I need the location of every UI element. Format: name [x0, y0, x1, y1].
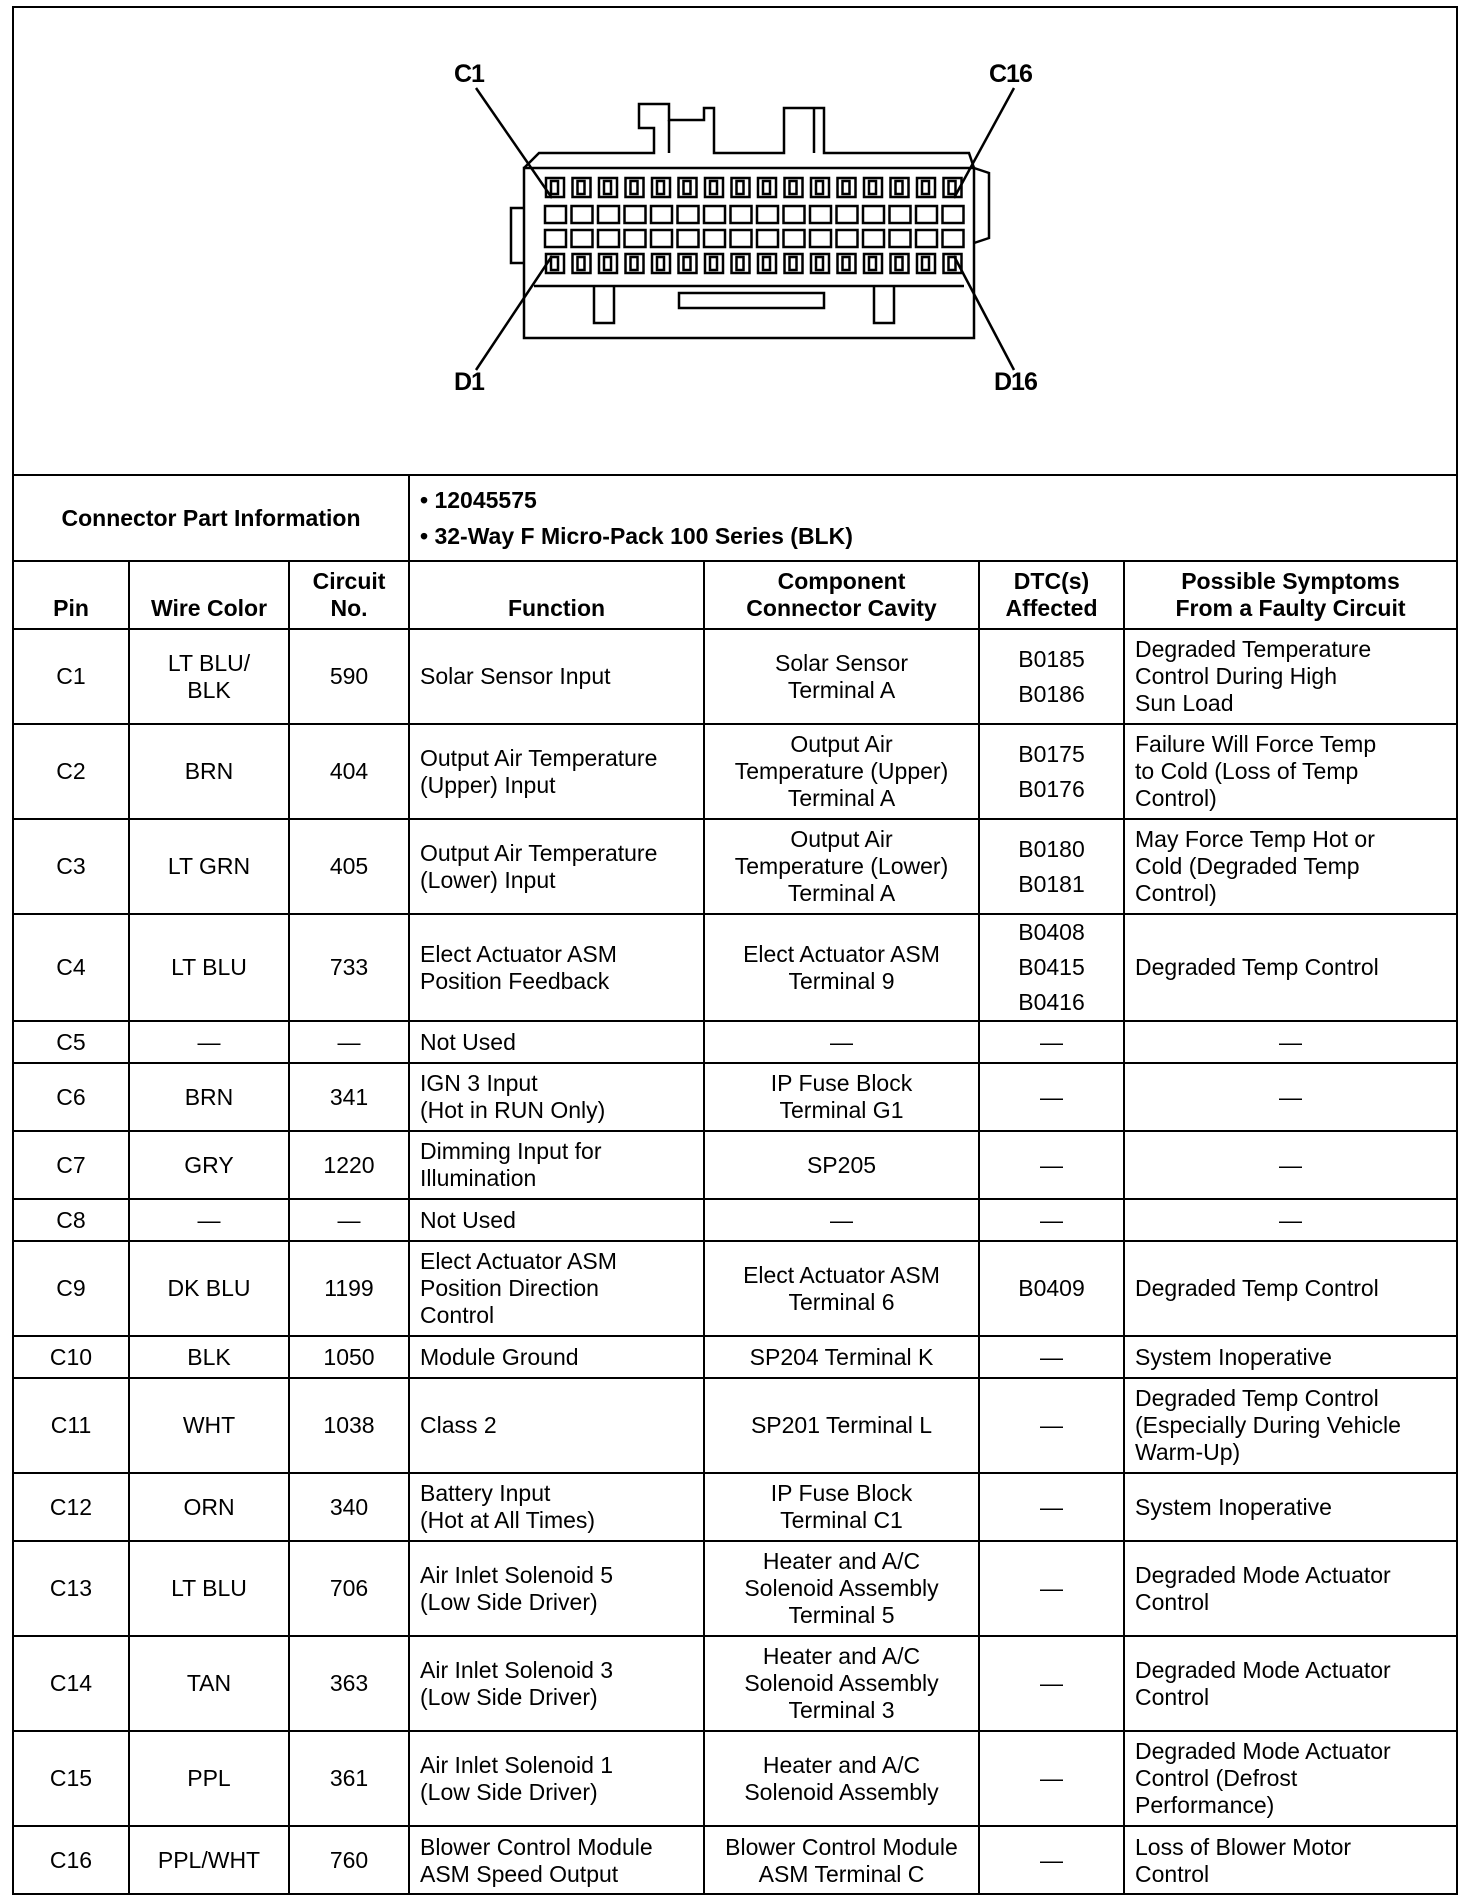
header-wire-color: Wire Color — [129, 561, 289, 629]
cell-component-cavity: Heater and A/C Solenoid Assembly — [704, 1731, 979, 1826]
cell-circuit-no: 706 — [289, 1541, 409, 1636]
cell-pin: C6 — [14, 1063, 129, 1131]
cell-circuit-no: 1199 — [289, 1241, 409, 1336]
cell-symptoms: System Inoperative — [1124, 1336, 1456, 1378]
header-function: Function — [409, 561, 704, 629]
table-row — [14, 1826, 1456, 1894]
callout-d1: D1 — [454, 368, 484, 396]
cell-pin: C12 — [14, 1473, 129, 1541]
cell-wire-color: LT BLU — [129, 914, 289, 1021]
cell-symptoms: — — [1124, 1199, 1456, 1241]
cell-dtcs: B0180 B0181 — [979, 819, 1124, 914]
cell-symptoms: Degraded Temp Control — [1124, 1241, 1456, 1336]
table-row — [14, 1731, 1456, 1826]
cell-wire-color: TAN — [129, 1636, 289, 1731]
cell-component-cavity: IP Fuse Block Terminal C1 — [704, 1473, 979, 1541]
cell-component-cavity: — — [704, 1021, 979, 1063]
table-row — [14, 1021, 1456, 1063]
cell-circuit-no: 1050 — [289, 1336, 409, 1378]
cell-wire-color: PPL/WHT — [129, 1826, 289, 1894]
table-row — [14, 1378, 1456, 1473]
cell-dtcs: B0175 B0176 — [979, 724, 1124, 819]
cell-pin: C14 — [14, 1636, 129, 1731]
cell-symptoms: System Inoperative — [1124, 1473, 1456, 1541]
cell-function: Not Used — [409, 1199, 704, 1241]
pinout-table — [14, 474, 1456, 1894]
cell-dtcs: — — [979, 1731, 1124, 1826]
part-description: • 32-Way F Micro-Pack 100 Series (BLK) — [420, 518, 1446, 554]
cell-function: Elect Actuator ASM Position Feedback — [409, 914, 704, 1021]
cell-function: Module Ground — [409, 1336, 704, 1378]
cell-function: Solar Sensor Input — [409, 629, 704, 724]
table-row — [14, 1636, 1456, 1731]
cell-component-cavity: Heater and A/C Solenoid Assembly Terminal 3 — [704, 1636, 979, 1731]
cell-function: Output Air Temperature (Lower) Input — [409, 819, 704, 914]
cell-component-cavity: Blower Control Module ASM Terminal C — [704, 1826, 979, 1894]
cell-symptoms: — — [1124, 1063, 1456, 1131]
cell-component-cavity: Elect Actuator ASM Terminal 6 — [704, 1241, 979, 1336]
header-symptoms: Possible Symptoms From a Faulty Circuit — [1124, 561, 1456, 629]
cell-circuit-no: 590 — [289, 629, 409, 724]
cell-circuit-no: 404 — [289, 724, 409, 819]
cell-function: Air Inlet Solenoid 1 (Low Side Driver) — [409, 1731, 704, 1826]
cell-component-cavity: IP Fuse Block Terminal G1 — [704, 1063, 979, 1131]
cell-symptoms: May Force Temp Hot or Cold (Degraded Temp Control) — [1124, 819, 1456, 914]
cell-dtcs: B0408 B0415 B0416 — [979, 914, 1124, 1021]
table-header-row — [14, 561, 1456, 629]
callout-d16: D16 — [994, 368, 1037, 396]
cell-component-cavity: Elect Actuator ASM Terminal 9 — [704, 914, 979, 1021]
cell-symptoms: Failure Will Force Temp to Cold (Loss of Temp Control) — [1124, 724, 1456, 819]
cell-wire-color: BLK — [129, 1336, 289, 1378]
table-row — [14, 1541, 1456, 1636]
cell-dtcs: — — [979, 1473, 1124, 1541]
cell-dtcs: — — [979, 1336, 1124, 1378]
cell-wire-color: LT BLU/ BLK — [129, 629, 289, 724]
cell-component-cavity: SP205 — [704, 1131, 979, 1199]
cell-wire-color: GRY — [129, 1131, 289, 1199]
cell-function: Blower Control Module ASM Speed Output — [409, 1826, 704, 1894]
cell-wire-color: DK BLU — [129, 1241, 289, 1336]
table-row — [14, 629, 1456, 724]
header-dtcs: DTC(s) Affected — [979, 561, 1124, 629]
header-circuit-no: Circuit No. — [289, 561, 409, 629]
header-component-cavity: Component Connector Cavity — [704, 561, 979, 629]
cell-component-cavity: SP201 Terminal L — [704, 1378, 979, 1473]
cell-wire-color: WHT — [129, 1378, 289, 1473]
table-row — [14, 1336, 1456, 1378]
cell-circuit-no: 341 — [289, 1063, 409, 1131]
cell-circuit-no: 361 — [289, 1731, 409, 1826]
cell-component-cavity: Heater and A/C Solenoid Assembly Terminal 5 — [704, 1541, 979, 1636]
table-row — [14, 819, 1456, 914]
cell-function: Battery Input (Hot at All Times) — [409, 1473, 704, 1541]
cell-circuit-no: 733 — [289, 914, 409, 1021]
cell-pin: C8 — [14, 1199, 129, 1241]
cell-component-cavity: SP204 Terminal K — [704, 1336, 979, 1378]
cell-circuit-no: 760 — [289, 1826, 409, 1894]
connector-face-drawing — [14, 8, 1456, 474]
cell-dtcs: B0185 B0186 — [979, 629, 1124, 724]
cell-pin: C2 — [14, 724, 129, 819]
cell-symptoms: Loss of Blower Motor Control — [1124, 1826, 1456, 1894]
table-row — [14, 1241, 1456, 1336]
cell-pin: C11 — [14, 1378, 129, 1473]
cell-function: IGN 3 Input (Hot in RUN Only) — [409, 1063, 704, 1131]
cell-wire-color: LT BLU — [129, 1541, 289, 1636]
connector-diagram — [14, 8, 1456, 476]
callout-c16: C16 — [989, 60, 1032, 88]
cell-symptoms: Degraded Temperature Control During High Sun Load — [1124, 629, 1456, 724]
cell-circuit-no: — — [289, 1021, 409, 1063]
cell-symptoms: Degraded Mode Actuator Control (Defrost Performance) — [1124, 1731, 1456, 1826]
cell-pin: C7 — [14, 1131, 129, 1199]
cell-circuit-no: 405 — [289, 819, 409, 914]
connector-part-info-row — [14, 475, 1456, 561]
callout-c1: C1 — [454, 60, 484, 88]
table-row — [14, 1473, 1456, 1541]
cell-symptoms: Degraded Mode Actuator Control — [1124, 1636, 1456, 1731]
cell-pin: C16 — [14, 1826, 129, 1894]
cell-wire-color: PPL — [129, 1731, 289, 1826]
cell-pin: C3 — [14, 819, 129, 914]
connector-part-info-items — [409, 475, 1456, 561]
cell-component-cavity: Solar Sensor Terminal A — [704, 629, 979, 724]
connector-part-info-label: Connector Part Information — [14, 475, 409, 561]
cell-pin: C9 — [14, 1241, 129, 1336]
cell-dtcs: — — [979, 1378, 1124, 1473]
cell-symptoms: — — [1124, 1021, 1456, 1063]
cell-component-cavity: Output Air Temperature (Lower) Terminal A — [704, 819, 979, 914]
cell-component-cavity: Output Air Temperature (Upper) Terminal A — [704, 724, 979, 819]
cell-dtcs: — — [979, 1063, 1124, 1131]
cell-pin: C15 — [14, 1731, 129, 1826]
cell-pin: C10 — [14, 1336, 129, 1378]
cell-wire-color: ORN — [129, 1473, 289, 1541]
cell-dtcs: — — [979, 1021, 1124, 1063]
part-number: • 12045575 — [420, 482, 1446, 518]
cell-function: Air Inlet Solenoid 5 (Low Side Driver) — [409, 1541, 704, 1636]
cell-circuit-no: — — [289, 1199, 409, 1241]
cell-dtcs: — — [979, 1541, 1124, 1636]
cell-function: Air Inlet Solenoid 3 (Low Side Driver) — [409, 1636, 704, 1731]
cell-dtcs: — — [979, 1131, 1124, 1199]
cell-function: Class 2 — [409, 1378, 704, 1473]
table-row — [14, 1199, 1456, 1241]
cell-pin: C1 — [14, 629, 129, 724]
table-row — [14, 1131, 1456, 1199]
cell-dtcs: — — [979, 1826, 1124, 1894]
cell-circuit-no: 1220 — [289, 1131, 409, 1199]
cell-circuit-no: 363 — [289, 1636, 409, 1731]
cell-dtcs: B0409 — [979, 1241, 1124, 1336]
cell-wire-color: — — [129, 1199, 289, 1241]
cell-symptoms: — — [1124, 1131, 1456, 1199]
cell-pin: C13 — [14, 1541, 129, 1636]
table-row — [14, 914, 1456, 1021]
cell-wire-color: — — [129, 1021, 289, 1063]
cell-circuit-no: 340 — [289, 1473, 409, 1541]
cell-wire-color: BRN — [129, 724, 289, 819]
cell-circuit-no: 1038 — [289, 1378, 409, 1473]
cell-symptoms: Degraded Temp Control — [1124, 914, 1456, 1021]
cell-function: Output Air Temperature (Upper) Input — [409, 724, 704, 819]
cell-symptoms: Degraded Mode Actuator Control — [1124, 1541, 1456, 1636]
table-row — [14, 724, 1456, 819]
cell-symptoms: Degraded Temp Control (Especially During Vehicle Warm-Up) — [1124, 1378, 1456, 1473]
cell-pin: C4 — [14, 914, 129, 1021]
cell-dtcs: — — [979, 1199, 1124, 1241]
cell-function: Dimming Input for Illumination — [409, 1131, 704, 1199]
cell-wire-color: BRN — [129, 1063, 289, 1131]
cell-pin: C5 — [14, 1021, 129, 1063]
cell-function: Elect Actuator ASM Position Direction Control — [409, 1241, 704, 1336]
header-pin: Pin — [14, 561, 129, 629]
cell-wire-color: LT GRN — [129, 819, 289, 914]
cell-dtcs: — — [979, 1636, 1124, 1731]
connector-sheet — [12, 6, 1458, 1895]
cell-component-cavity: — — [704, 1199, 979, 1241]
cell-function: Not Used — [409, 1021, 704, 1063]
table-row — [14, 1063, 1456, 1131]
